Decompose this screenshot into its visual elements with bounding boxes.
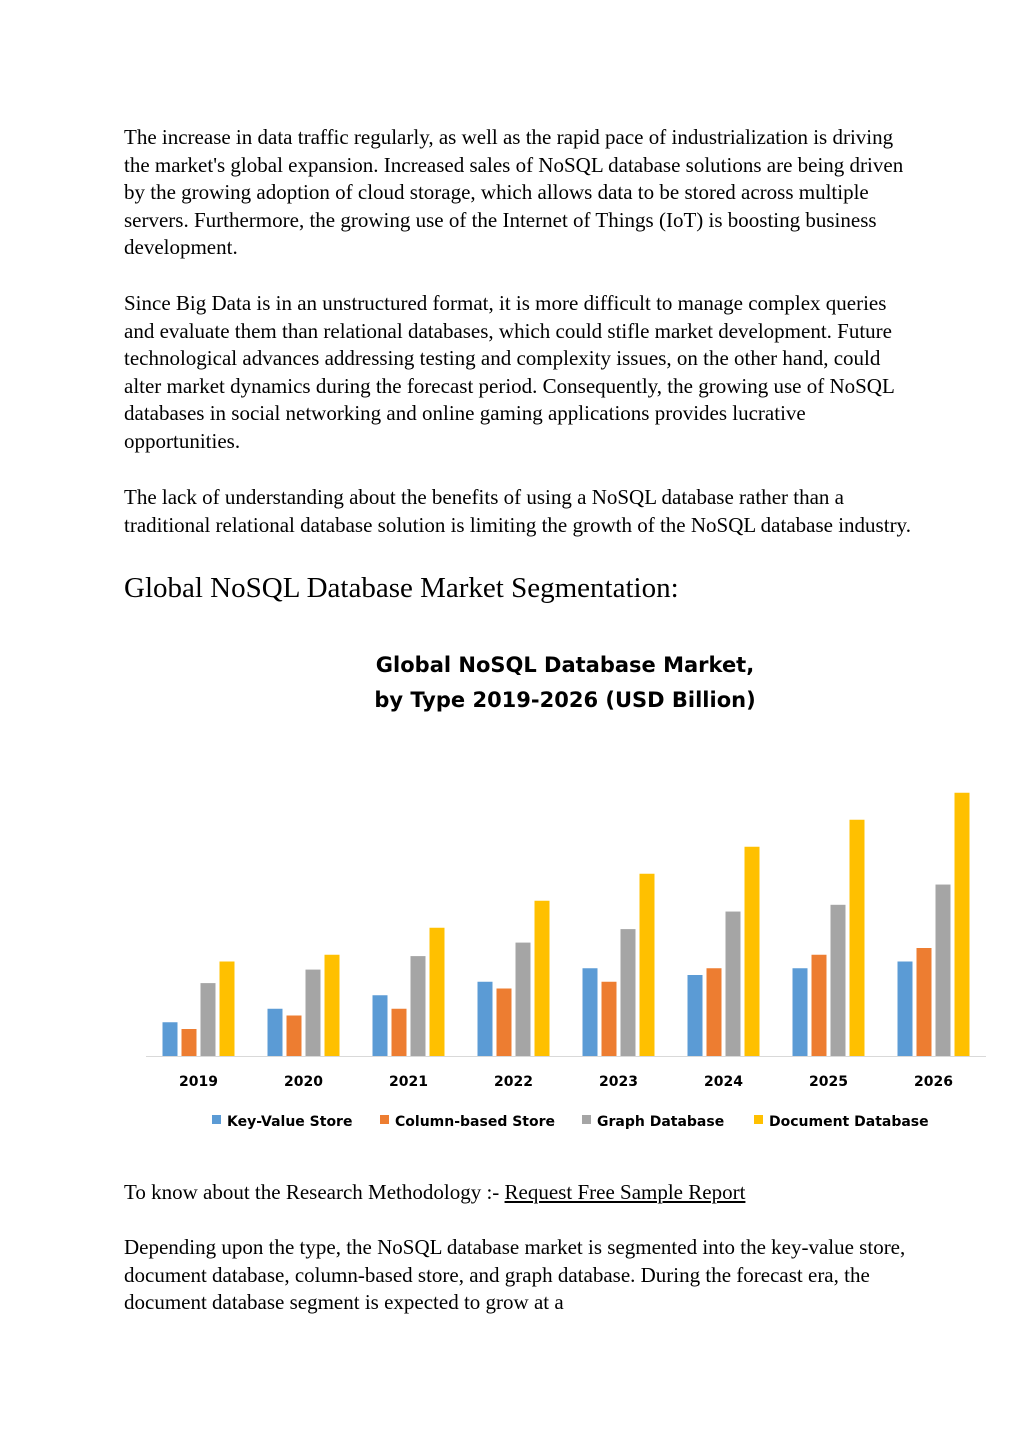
bar-2025-key-value-store (793, 968, 808, 1056)
bar-2026-document-database (955, 793, 970, 1056)
bar-2022-graph-database (516, 943, 531, 1056)
legend-swatch (212, 1115, 221, 1124)
bar-2024-graph-database (726, 912, 741, 1056)
x-tick-label: 2026 (914, 1074, 953, 1090)
x-tick-label: 2024 (704, 1074, 743, 1090)
bar-2019-column-based-store (182, 1029, 197, 1056)
bar-2024-key-value-store (688, 975, 703, 1056)
bar-2020-graph-database (306, 970, 321, 1056)
bar-2021-graph-database (411, 956, 426, 1056)
x-tick-label: 2021 (389, 1074, 428, 1090)
bar-2020-column-based-store (287, 1016, 302, 1057)
methodology-prefix: To know about the Research Methodology :- (124, 1180, 505, 1204)
legend-label: Column-based Store (395, 1114, 556, 1130)
paragraph-awareness-limitation: The lack of understanding about the benefits of using a NoSQL database rather than a traditional relational database solution is limiting the growth of the NoSQL database industry. (124, 485, 911, 537)
bar-2020-document-database (325, 955, 340, 1056)
bar-2023-column-based-store (602, 982, 617, 1056)
paragraph-restraints-opportunities: Since Big Data is in an unstructured format, it is more difficult to manage complex queries and evaluate them than relational databases, which could stifle market development. Future technological advances addressing testing and complexity issues, on the other hand, could alter market dynamics during the forecast period. Consequently, the growing use of NoSQL databases in social networking and online gaming applications provides lucrative opportunities. (124, 291, 894, 453)
bar-2023-document-database (640, 874, 655, 1056)
bar-2021-key-value-store (373, 995, 388, 1056)
bar-2023-key-value-store (583, 968, 598, 1056)
bar-2020-key-value-store (268, 1009, 283, 1056)
bar-2019-key-value-store (163, 1022, 178, 1056)
legend-label: Graph Database (597, 1114, 725, 1130)
legend-swatch (582, 1115, 591, 1124)
bar-2024-document-database (745, 847, 760, 1056)
bar-2025-column-based-store (812, 955, 827, 1056)
bar-2022-key-value-store (478, 982, 493, 1056)
paragraph-segmentation: Depending upon the type, the NoSQL database market is segmented into the key-value store, document database, column-based store, and graph database. During the forecast era, the document database segment is expected to grow at a (124, 1235, 906, 1315)
x-tick-label: 2019 (179, 1074, 218, 1090)
legend-swatch (380, 1115, 389, 1124)
paragraph-market-drivers: The increase in data traffic regularly, as well as the rapid pace of industrialization is driving the market's global expansion. Increased sales of NoSQL database solutions are being driven by the growing adoption of cloud storage, which allows data to be stored across multiple servers. Furthermore, the growing use of the Internet of Things (IoT) is boosting business development. (124, 125, 904, 260)
legend-swatch (754, 1115, 763, 1124)
bar-2019-document-database (220, 962, 235, 1057)
chart-title-line-1: Global NoSQL Database Market, (375, 653, 755, 677)
bar-2026-column-based-store (917, 948, 932, 1056)
bar-2023-graph-database (621, 929, 636, 1056)
request-sample-report-link[interactable]: Request Free Sample Report (504, 1180, 746, 1204)
x-tick-label: 2022 (494, 1074, 533, 1090)
bar-2021-column-based-store (392, 1009, 407, 1056)
x-tick-label: 2020 (284, 1074, 323, 1090)
chart-title-line-2: by Type 2019-2026 (USD Billion) (374, 688, 756, 712)
legend-label: Document Database (769, 1114, 929, 1130)
section-heading: Global NoSQL Database Market Segmentation: (124, 572, 679, 604)
x-tick-label: 2025 (809, 1074, 848, 1090)
bar-2022-column-based-store (497, 989, 512, 1057)
bar-2021-document-database (430, 928, 445, 1056)
bar-2026-graph-database (936, 885, 951, 1056)
bar-2025-graph-database (831, 905, 846, 1056)
methodology-line (124, 1179, 914, 1207)
x-tick-label: 2023 (599, 1074, 638, 1090)
legend-label: Key-Value Store (227, 1114, 353, 1130)
bar-2024-column-based-store (707, 968, 722, 1056)
bar-2026-key-value-store (898, 962, 913, 1057)
bar-2025-document-database (850, 820, 865, 1056)
bar-2022-document-database (535, 901, 550, 1056)
bar-2019-graph-database (201, 983, 216, 1056)
